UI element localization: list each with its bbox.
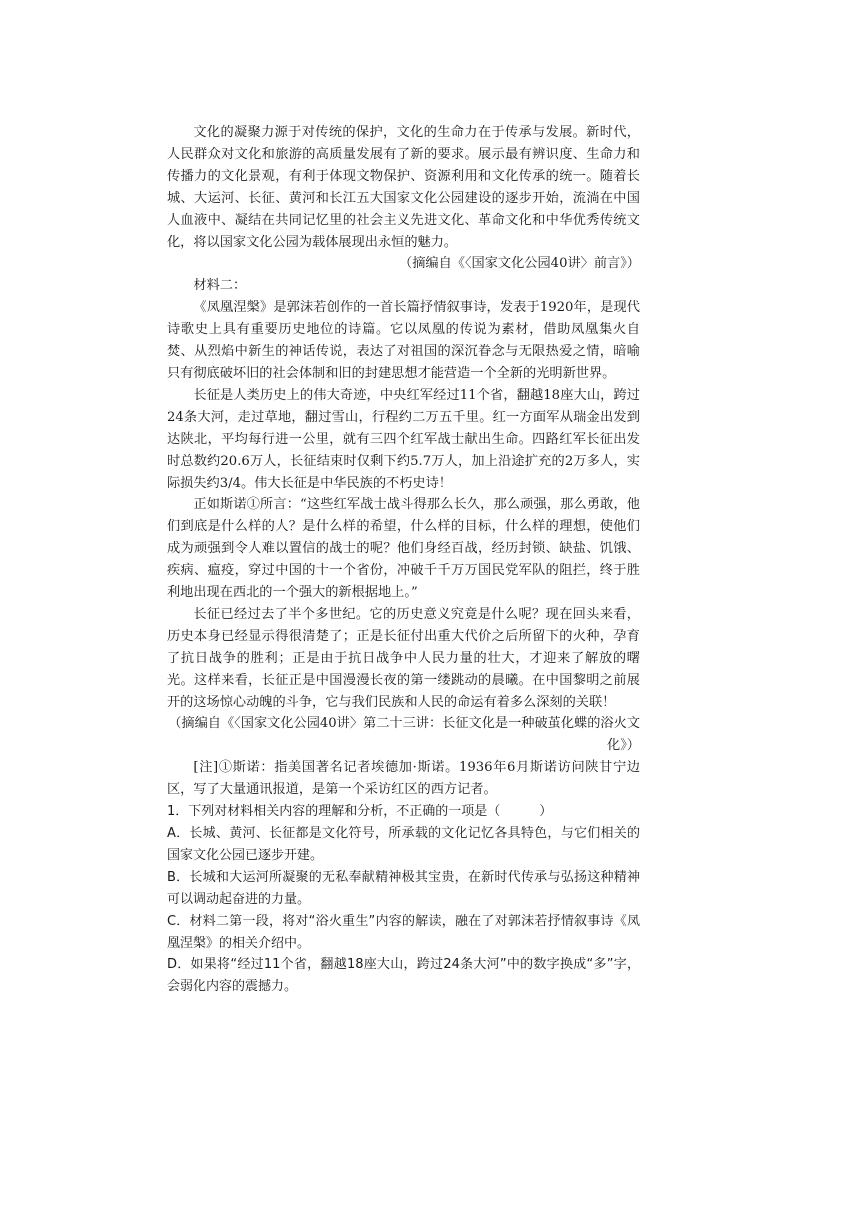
footnote: [注]①斯诺：指美国著名记者埃德加·斯诺。1936年6月斯诺访问陕甘宁边区，写了大量通讯报道，是第一个采访红区的西方记者。 [167,760,640,798]
option-b: B．长城和大运河所凝聚的无私奉献精神极其宝贵，在新时代传承与弘扬这种精神可以调动起奋进的力量。 [167,869,640,907]
option-a: A．长城、黄河、长征都是文化符号，所承载的文化记忆各具特色，与它们相关的国家文化公园已逐步开建。 [167,826,640,863]
material2-paragraph-2: 长征是人类历史上的伟大奇迹，中央红军经过11个省，翻越18座大山，跨过24条大河，走过草地，翻过雪山，行程约二万五千里。红一方面军从瑞金出发到达陕北，平均每行进一公里，就有三四个红军战士献出生命。四路红军长征出发时总数约20.6万人，长征结束时仅剩下约5.7万人，加上沿途扩充的2万多人，实际损失约3/4。伟大长征是中华民族的不朽史诗！ [167,387,640,491]
material2-paragraph-1: 《凤凰涅槃》是郭沫若创作的一首长篇抒情叙事诗，发表于1920年，是现代诗歌史上具有重要历史地位的诗篇。它以凤凰的传说为素材，借助凤凰集火自焚、从烈焰中新生的神话传说，表达了对祖国的深沉眷念与无限热爱之情，暗喻只有彻底破坏旧的社会体制和旧的封建思想才能营造一个全新的光明新世界。 [167,300,640,381]
option-c: C．材料二第一段，将对“浴火重生”内容的解读，融在了对郭沫若抒情叙事诗《凤凰涅槃》的相关介绍中。 [167,913,640,951]
material2-heading: 材料二： [193,278,247,294]
material2-paragraph-4: 长征已经过去了半个多世纪。它的历史意义究竟是什么呢？现在回头来看，历史本身已经显示得很清楚了；正是长征付出重大代价之后所留下的火种，孕育了抗日战争的胜利；正是由于抗日战争中人民力量的壮大，才迎来了解放的曙光。这样来看，长征正是中国漫漫长夜的第一缕跳动的晨曦。在中国黎明之前展开的这场惊心动魄的斗争，它与我们民族和人民的命运有着多么深刻的关联！ [167,606,640,710]
material2-source: （摘编自《〈国家文化公园40讲〉第二十三讲：长征文化是一种破茧化蝶的浴火文化》） [168,716,640,754]
material1-source: （摘编自《〈国家文化公园40讲〉前言》） [399,256,640,272]
material1-paragraph: 文化的凝聚力源于对传统的保护，文化的生命力在于传承与发展。新时代，人民群众对文化和旅游的高质量发展有了新的要求。展示最有辨识度、生命力和传播力的文化景观，有利于体现文物保护、资源利用和文化传承的统一。随着长城、大运河、长征、黄河和长江五大国家文化公园建设的逐步开始，流淌在中国人血液中、凝结在共同记忆里的社会主义先进文化、革命文化和中华优秀传统文化，将以国家文化公园为载体展现出永恒的魅力。 [167,125,640,250]
option-d: D．如果将“经过11个省，翻越18座大山，跨过24条大河”中的数字换成“多”字，会弱化内容的震撼力。 [167,957,640,995]
material2-paragraph-3: 正如斯诺①所言：“这些红军战士战斗得那么长久，那么顽强，那么勇敢，他们到底是什么样的人？是什么样的希望，什么样的目标，什么样的理想，使他们成为顽强到令人难以置信的战士的呢？他们身经百战，经历封锁、缺盐、饥饿、疾病、瘟疫，穿过中国的十一个省份，冲破千千万万国民党军队的阻拦，终于胜利地出现在西北的一个强大的新根据地上。” [167,497,640,601]
question-stem: 1．下列对材料相关内容的理解和分析，不正确的一项是（ ） [167,804,553,820]
